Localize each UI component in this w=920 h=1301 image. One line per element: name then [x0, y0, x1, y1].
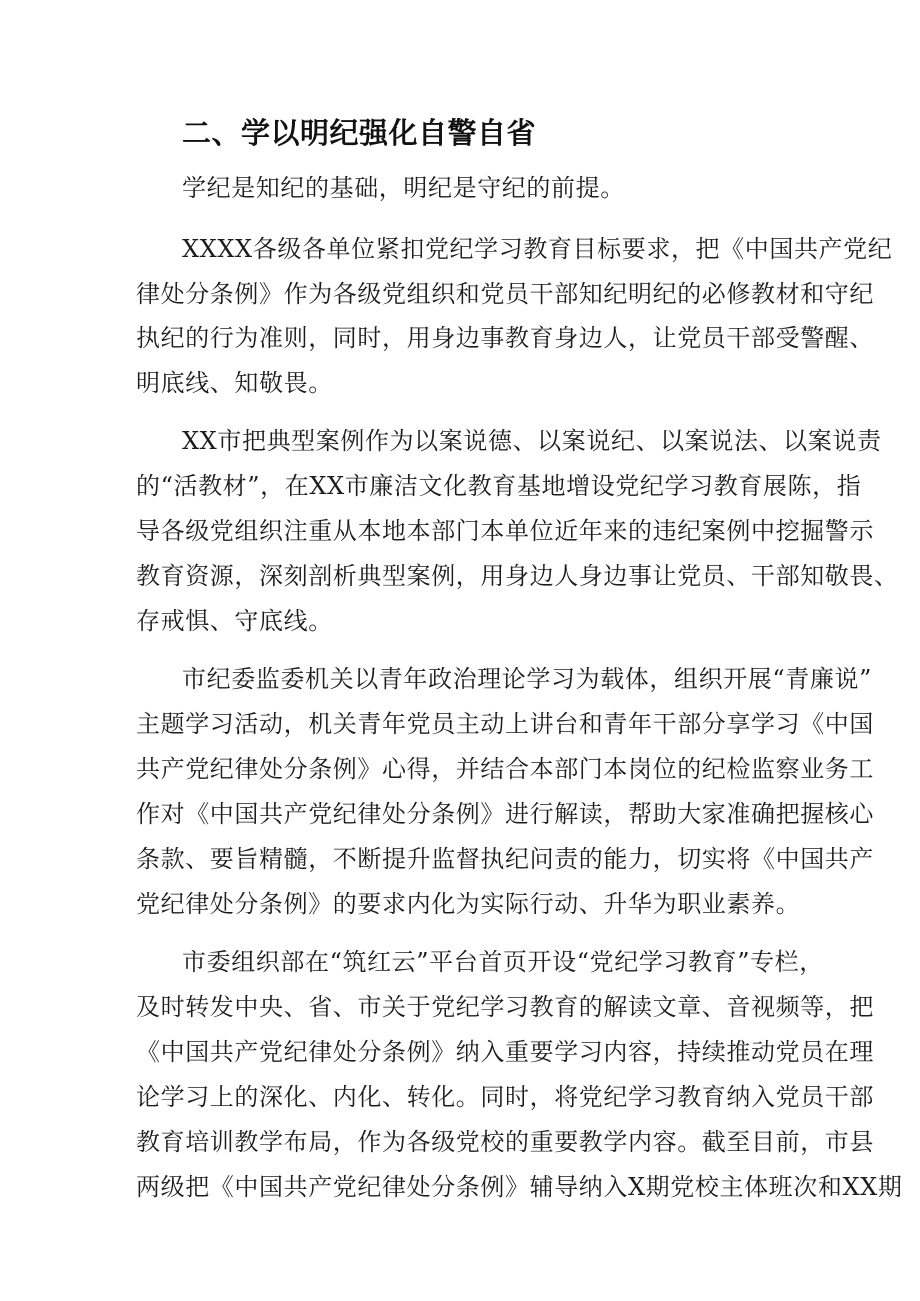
paragraph-line: 存戒惧、守底线。: [136, 607, 333, 635]
paragraph-line: 党纪律处分条例》的要求内化为实际行动、升华为职业素养。: [136, 890, 801, 918]
paragraph-line: XX市把典型案例作为以案说德、以案说纪、以案说法、以案说责: [182, 427, 882, 455]
paragraph-line: 导各级党组织注重从本地本部门本单位近年来的违纪案例中挖掘警示: [136, 517, 874, 545]
section-heading: 二、学以明纪强化自警自省: [182, 116, 537, 150]
paragraph-line: 及时转发中央、省、市关于党纪学习教育的解读文章、音视频等，把: [136, 993, 874, 1021]
paragraph-line: 学纪是知纪的基础，明纪是守纪的前提。: [182, 174, 625, 202]
paragraph-line: 律处分条例》作为各级党组织和党员干部知纪明纪的必修教材和守纪: [136, 280, 874, 308]
paragraph-line: 教育培训教学布局，作为各级党校的重要教学内容。截至目前，市县: [136, 1128, 874, 1156]
paragraph-line: 《中国共产党纪律处分条例》纳入重要学习内容，持续推动党员在理: [136, 1038, 874, 1066]
paragraph-line: 市纪委监委机关以青年政治理论学习为载体，组织开展“青廉说”: [182, 665, 872, 693]
paragraph-line: 共产党纪律处分条例》心得，并结合本部门本岗位的纪检监察业务工: [136, 755, 874, 783]
paragraph-line: 明底线、知敬畏。: [136, 369, 333, 397]
paragraph-line: 两级把《中国共产党纪律处分条例》辅导纳入X期党校主体班次和XX期: [136, 1173, 903, 1201]
paragraph-line: XXXX各级各单位紧扣党纪学习教育目标要求，把《中国共产党纪: [182, 235, 893, 263]
paragraph-line: 论学习上的深化、内化、转化。同时，将党纪学习教育纳入党员干部: [136, 1083, 874, 1111]
paragraph-line: 条款、要旨精髓，不断提升监督执纪问责的能力，切实将《中国共产: [136, 845, 874, 873]
paragraph-line: 执纪的行为准则，同时，用身边事教育身边人，让党员干部受警醒、: [136, 324, 874, 352]
paragraph-line: 的“活教材”，在XX市廉洁文化教育基地增设党纪学习教育展陈，指: [136, 472, 862, 500]
paragraph-line: 作对《中国共产党纪律处分条例》进行解读，帮助大家准确把握核心: [136, 800, 874, 828]
paragraph-line: 市委组织部在“筑红云”平台首页开设“党纪学习教育”专栏，: [182, 948, 824, 976]
paragraph-line: 教育资源，深刻剖析典型案例，用身边人身边事让党员、干部知敬畏、: [136, 562, 899, 590]
paragraph-line: 主题学习活动，机关青年党员主动上讲台和青年干部分享学习《中国: [136, 710, 874, 738]
